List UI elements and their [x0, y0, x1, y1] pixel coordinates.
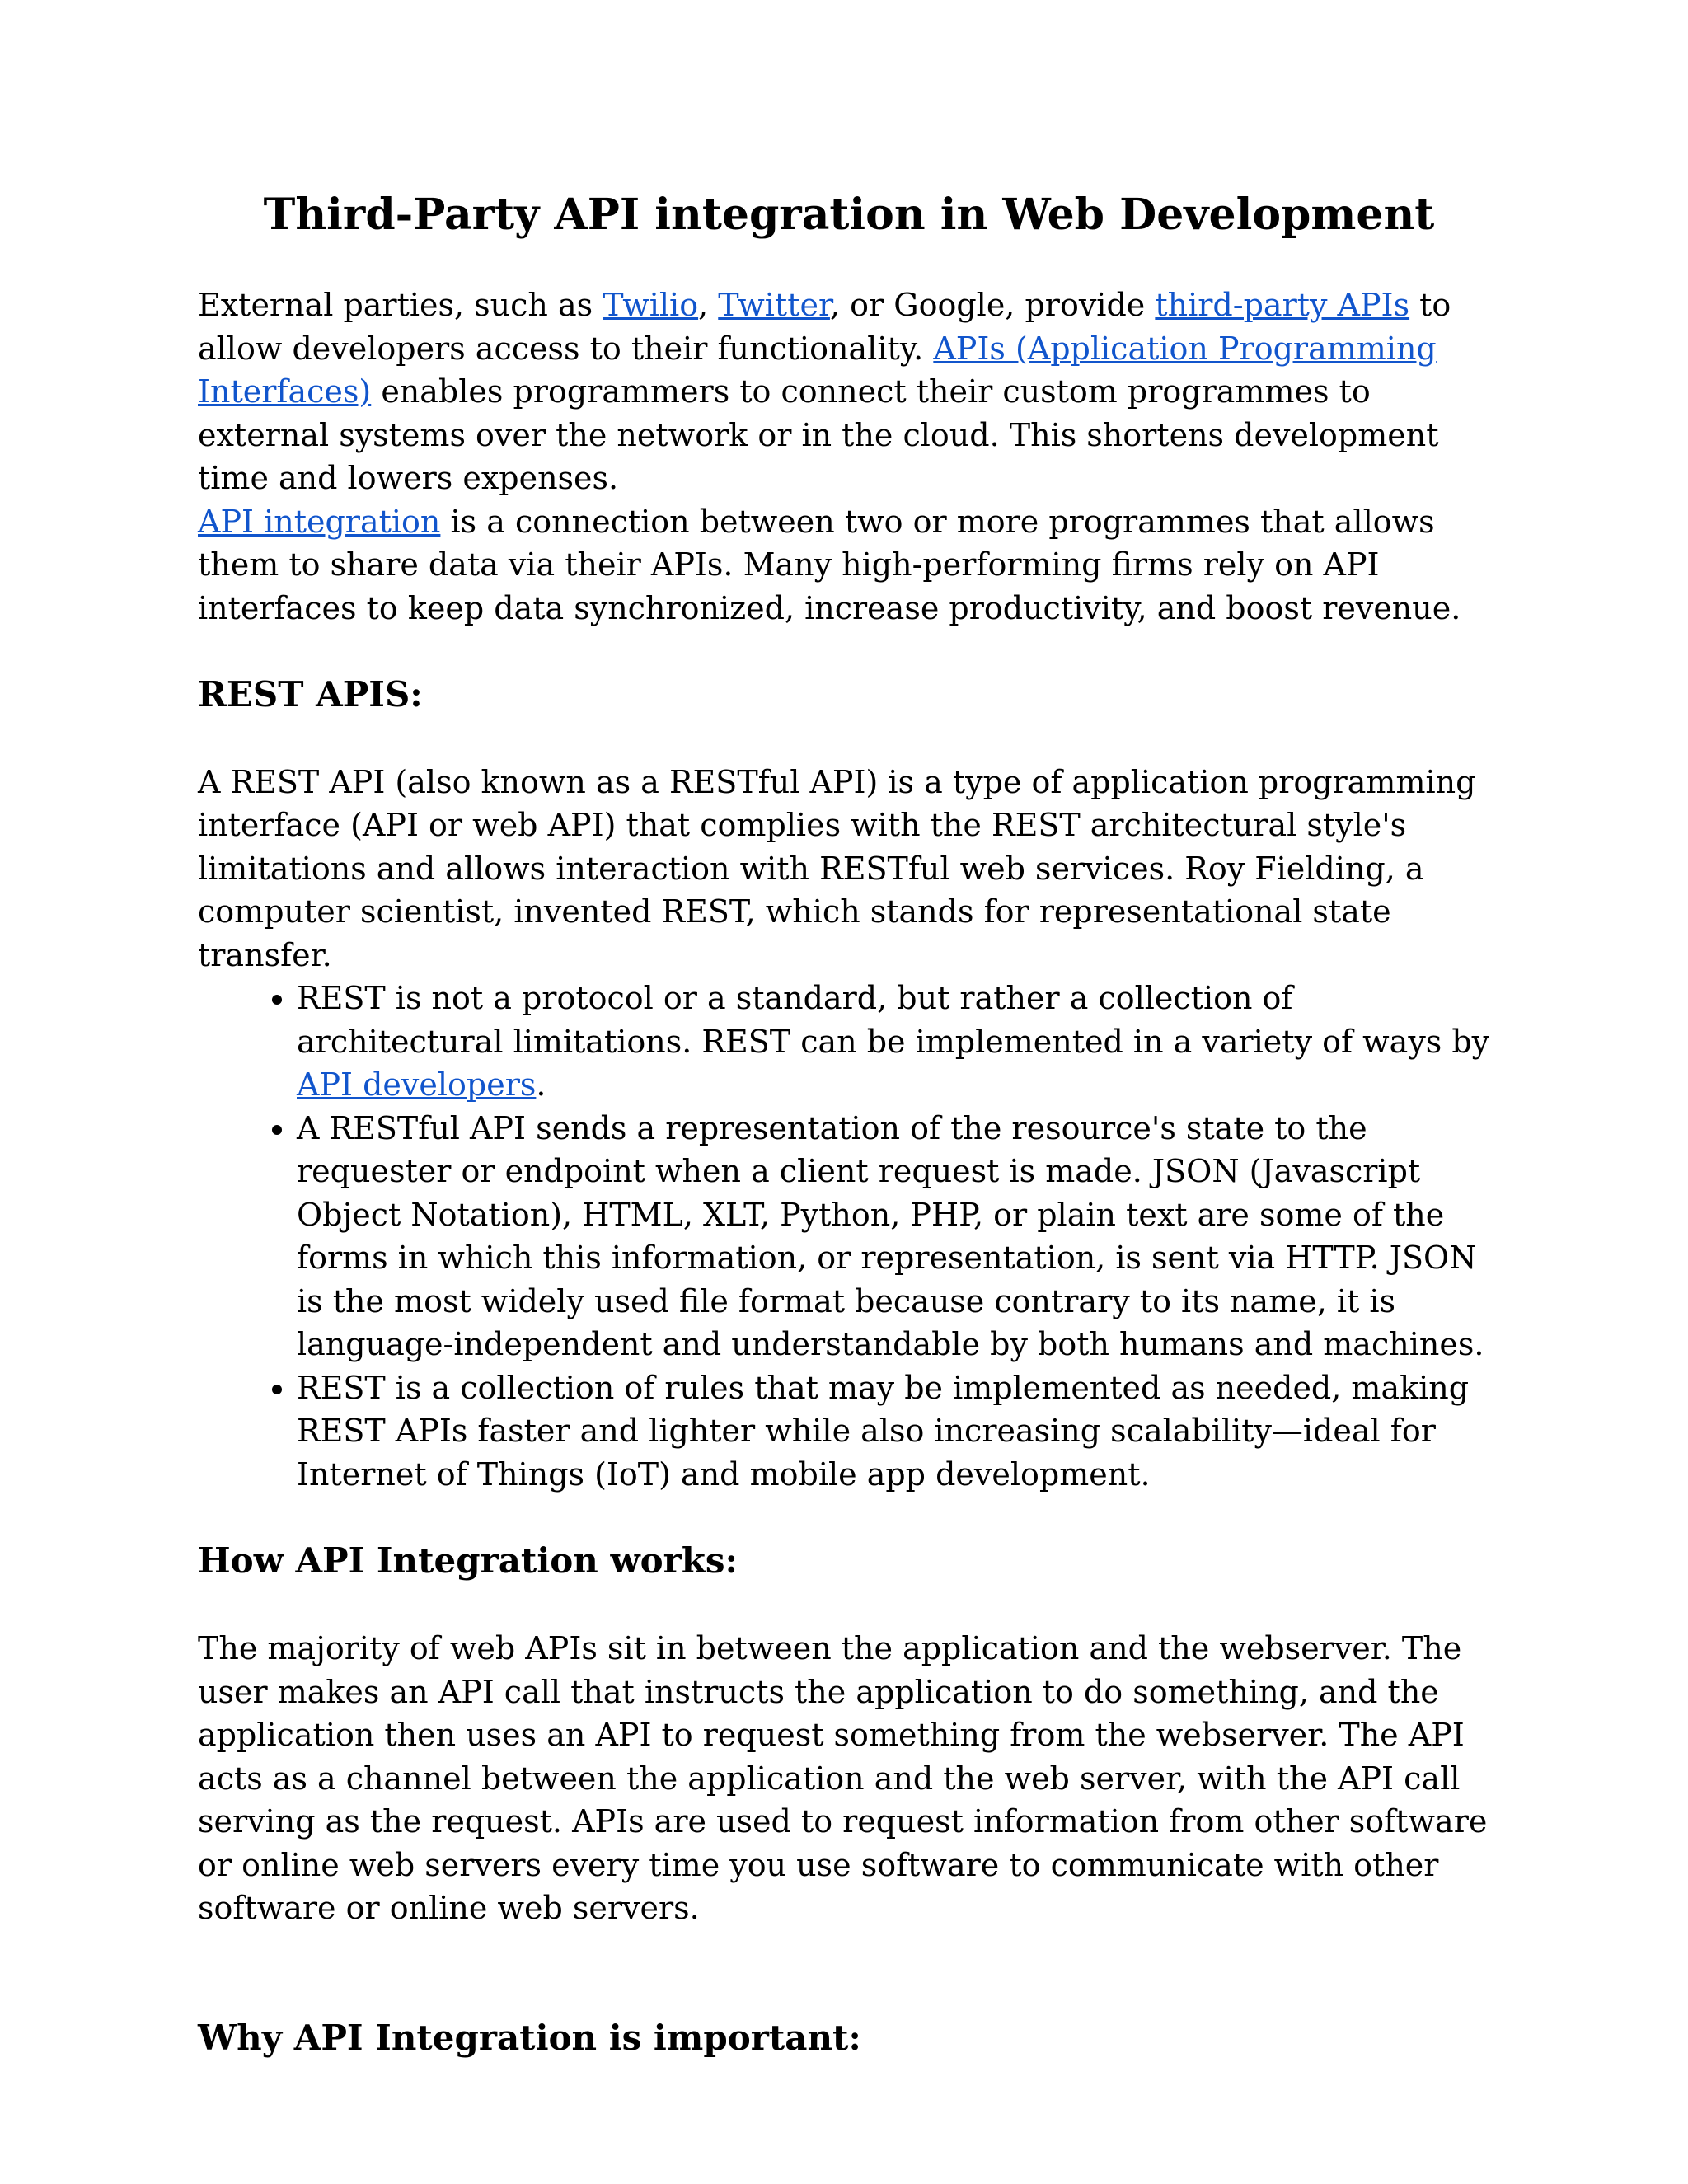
document-body	[198, 190, 1500, 2060]
intro-text-3: , or Google, provide	[829, 287, 1156, 324]
api-integration-link[interactable]: API integration	[198, 503, 441, 540]
rest-bullet-3: • REST is a collection of rules that may be implemented as needed, making REST APIs faster and lighter while also increasing scalability—ideal for Internet of Things (IoT) and mobile app development.	[297, 1366, 1500, 1497]
document-title: Third-Party API integration in Web Development	[263, 190, 1435, 240]
why-api-integration-heading: Why API Integration is important:	[198, 2017, 861, 2058]
twilio-link[interactable]: Twilio	[603, 287, 699, 324]
how-api-integration-paragraph: The majority of web APIs sit in between the application and the webserver. The user makes an API call that instructs the application to do something, and the application then uses an API to request something from the webserver. The API acts as a channel between the application and the web server, with the API call serving as the request. APIs are used to request information from other software or online web servers every time you use software to communicate with other software or online web servers.	[198, 1630, 1488, 1927]
api-developers-link[interactable]: API developers	[297, 1066, 537, 1104]
intro-text-5: enables programmers to connect their custom programmes to external systems over the network or in the cloud. This shortens development time and lowers expenses.	[198, 373, 1439, 497]
intro-text-2: ,	[698, 287, 719, 324]
rest-bullet-1-text: REST is not a protocol or a standard, but rather a collection of architectural limitations. REST can be implemented in a variety of ways by	[297, 980, 1490, 1060]
apis-link[interactable]: APIs (Application Programming Interfaces)	[198, 330, 1437, 410]
third-party-apis-link[interactable]: third-party APIs	[1155, 287, 1410, 324]
rest-apis-heading: REST APIS:	[198, 674, 423, 715]
intro-text-4: to allow developers access to their functionality.	[198, 287, 1451, 367]
rest-apis-paragraph: A REST API (also known as a RESTful API) is a type of application programming interface (API or web API) that complies with the REST architectural style's limitations and allows interaction with RESTful web services. Roy Fielding, a computer scientist, invented REST, which stands for representational state transfer.	[198, 763, 1476, 973]
rest-bullet-2: • A RESTful API sends a representation of the resource's state to the requester or endpoint when a client request is made. JSON (Javascript Object Notation), HTML, XLT, Python, PHP, or plain text are some of the forms in which this information, or representation, is sent via HTTP. JSON is the most widely used file format because contrary to its name, it is language-independent and understandable by both humans and machines.	[297, 1107, 1500, 1366]
twitter-link[interactable]: Twitter	[718, 287, 830, 324]
rest-bullet-1	[297, 977, 1500, 1107]
intro-text-1: External parties, such as	[198, 287, 603, 324]
how-api-integration-heading: How API Integration works:	[198, 1540, 738, 1582]
rest-bullet-list	[198, 977, 1500, 1496]
rest-bullet-1-end: .	[536, 1066, 546, 1104]
intro-text-6: is a connection between two or more programmes that allows them to share data via their APIs. Many high-performing firms rely on API interfaces to keep data synchronized, increase productivity, and boost revenue.	[198, 503, 1461, 626]
intro-paragraph	[198, 284, 1500, 630]
